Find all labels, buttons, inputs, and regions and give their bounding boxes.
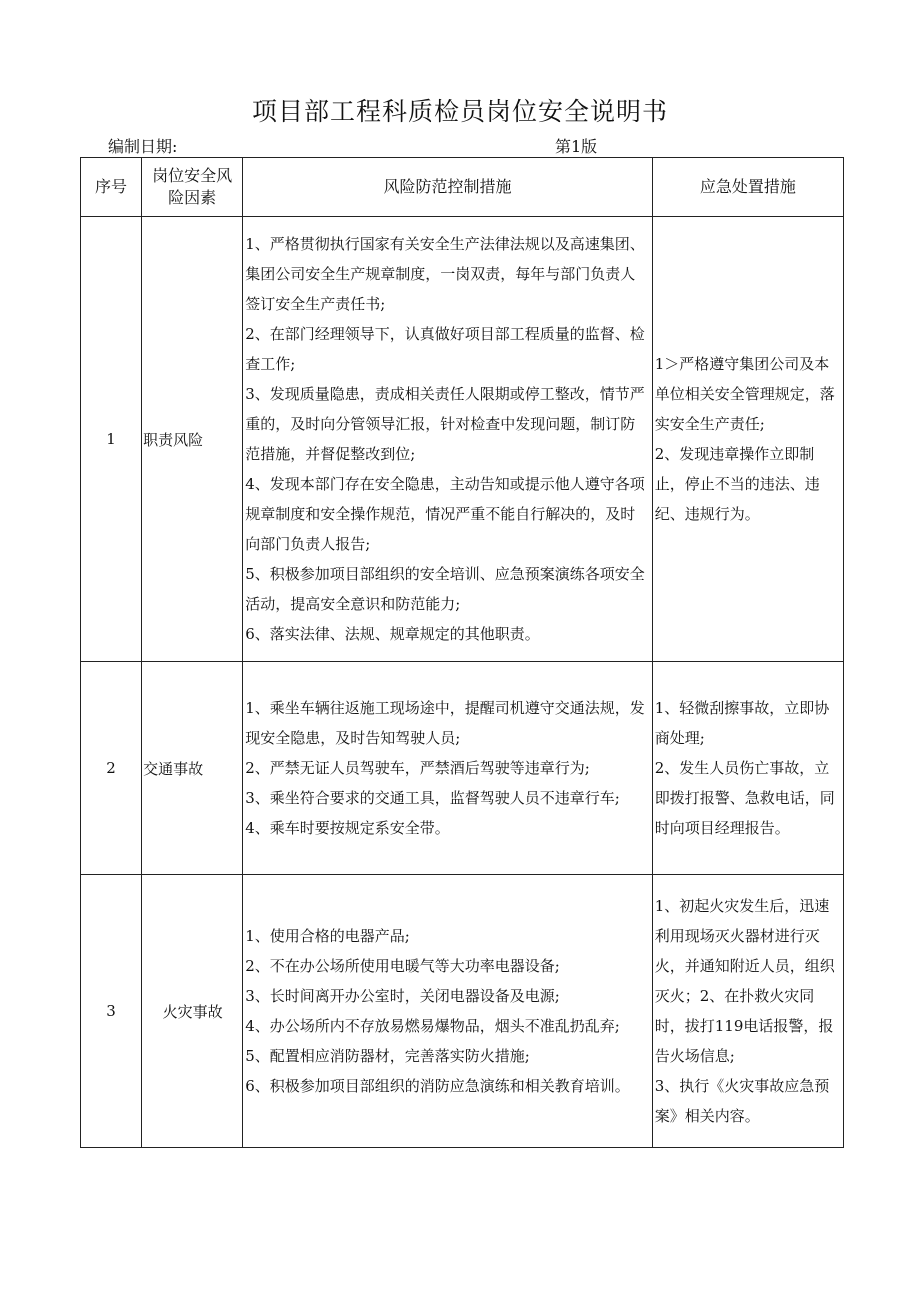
control-measures: [243, 217, 653, 662]
version-label: 第1版: [555, 137, 598, 156]
risk-factor: 交通事故: [142, 662, 243, 875]
control-measures: [243, 662, 653, 875]
control-item: 4、乘车时要按规定系安全带。: [245, 819, 450, 837]
emergency-measures: [652, 875, 843, 1148]
emergency-item: 1、轻微刮擦事故，立即协商处理;: [654, 699, 830, 747]
risk-factor: 火灾事故: [142, 875, 243, 1148]
control-item: 3、发现质量隐患，责成相关责任人限期或停工整改，情节严重的，及时向分管领导汇报，针对检查中发现问题，制订防范措施，并督促整改到位;: [245, 385, 645, 463]
control-item: 1、乘坐车辆往返施工现场途中，提醒司机遵守交通法规，发现安全隐患，及时告知驾驶人员;: [245, 699, 645, 747]
table-header-row: [81, 158, 844, 217]
emergency-item: 2、发现违章操作立即制止，停止不当的违法、违纪、违规行为。: [654, 445, 820, 523]
compile-date-label: 编制日期:: [108, 137, 178, 156]
emergency-item: 1、初起火灾发生后，迅速利用现场灭火器材进行灭火，并通知附近人员，组织灭火；2、在扑救火灾同时，拔打119电话报警，报告火场信息;: [654, 897, 835, 1065]
control-item: 2、严禁无证人员驾驶车，严禁酒后驾驶等违章行为;: [245, 759, 590, 777]
document-title: 项目部工程科质检员岗位安全说明书: [251, 97, 668, 126]
emergency-item: 3、执行《火灾事故应急预案》相关内容。: [654, 1077, 830, 1125]
table-row: [81, 662, 844, 875]
emergency-item: 1＞严格遵守集团公司及本单位相关安全管理规定，落实安全生产责任;: [654, 355, 835, 433]
control-item: 2、不在办公场所使用电暖气等大功率电器设备;: [245, 957, 560, 975]
control-item: 1、使用合格的电器产品;: [245, 927, 410, 945]
control-item: 3、长时间离开办公室时，关闭电器设备及电源;: [245, 987, 560, 1005]
control-item: 5、积极参加项目部组织的安全培训、应急预案演练各项安全活动，提高安全意识和防范能力;: [245, 565, 645, 613]
row-number: 1: [81, 217, 142, 662]
control-item: 2、在部门经理领导下，认真做好项目部工程质量的监督、检查工作;: [245, 325, 645, 373]
header-controls: 风险防范控制措施: [243, 158, 653, 217]
control-item: 5、配置相应消防器材，完善落实防火措施;: [245, 1047, 530, 1065]
risk-factor: 职责风险: [142, 217, 243, 662]
table-row: [81, 875, 844, 1148]
control-item: 3、乘坐符合要求的交通工具，监督驾驶人员不违章行车;: [245, 789, 620, 807]
control-item: 4、办公场所内不存放易燃易爆物品，烟头不准乱扔乱弃;: [245, 1017, 620, 1035]
header-emergency: 应急处置措施: [652, 158, 843, 217]
safety-table: [80, 157, 844, 1148]
emergency-item: 2、发生人员伤亡事故，立即拨打报警、急救电话，同时向项目经理报告。: [654, 759, 835, 837]
emergency-measures: [652, 217, 843, 662]
table-row: [81, 217, 844, 662]
emergency-measures: [652, 662, 843, 875]
row-number: 3: [81, 875, 142, 1148]
control-item: 1、严格贯彻执行国家有关安全生产法律法规以及高速集团、集团公司安全生产规章制度，一岗双责，每年与部门负责人签订安全生产责任书;: [245, 235, 645, 313]
control-item: 4、发现本部门存在安全隐患，主动告知或提示他人遵守各项规章制度和安全操作规范，情况严重不能自行解决的，及时向部门负责人报告;: [245, 475, 645, 553]
header-no: 序号: [81, 158, 142, 217]
header-risk: 岗位安全风险因素: [142, 158, 243, 217]
control-measures: [243, 875, 653, 1148]
control-item: 6、落实法律、法规、规章规定的其他职责。: [245, 625, 540, 643]
row-number: 2: [81, 662, 142, 875]
control-item: 6、积极参加项目部组织的消防应急演练和相关教育培训。: [245, 1077, 630, 1095]
